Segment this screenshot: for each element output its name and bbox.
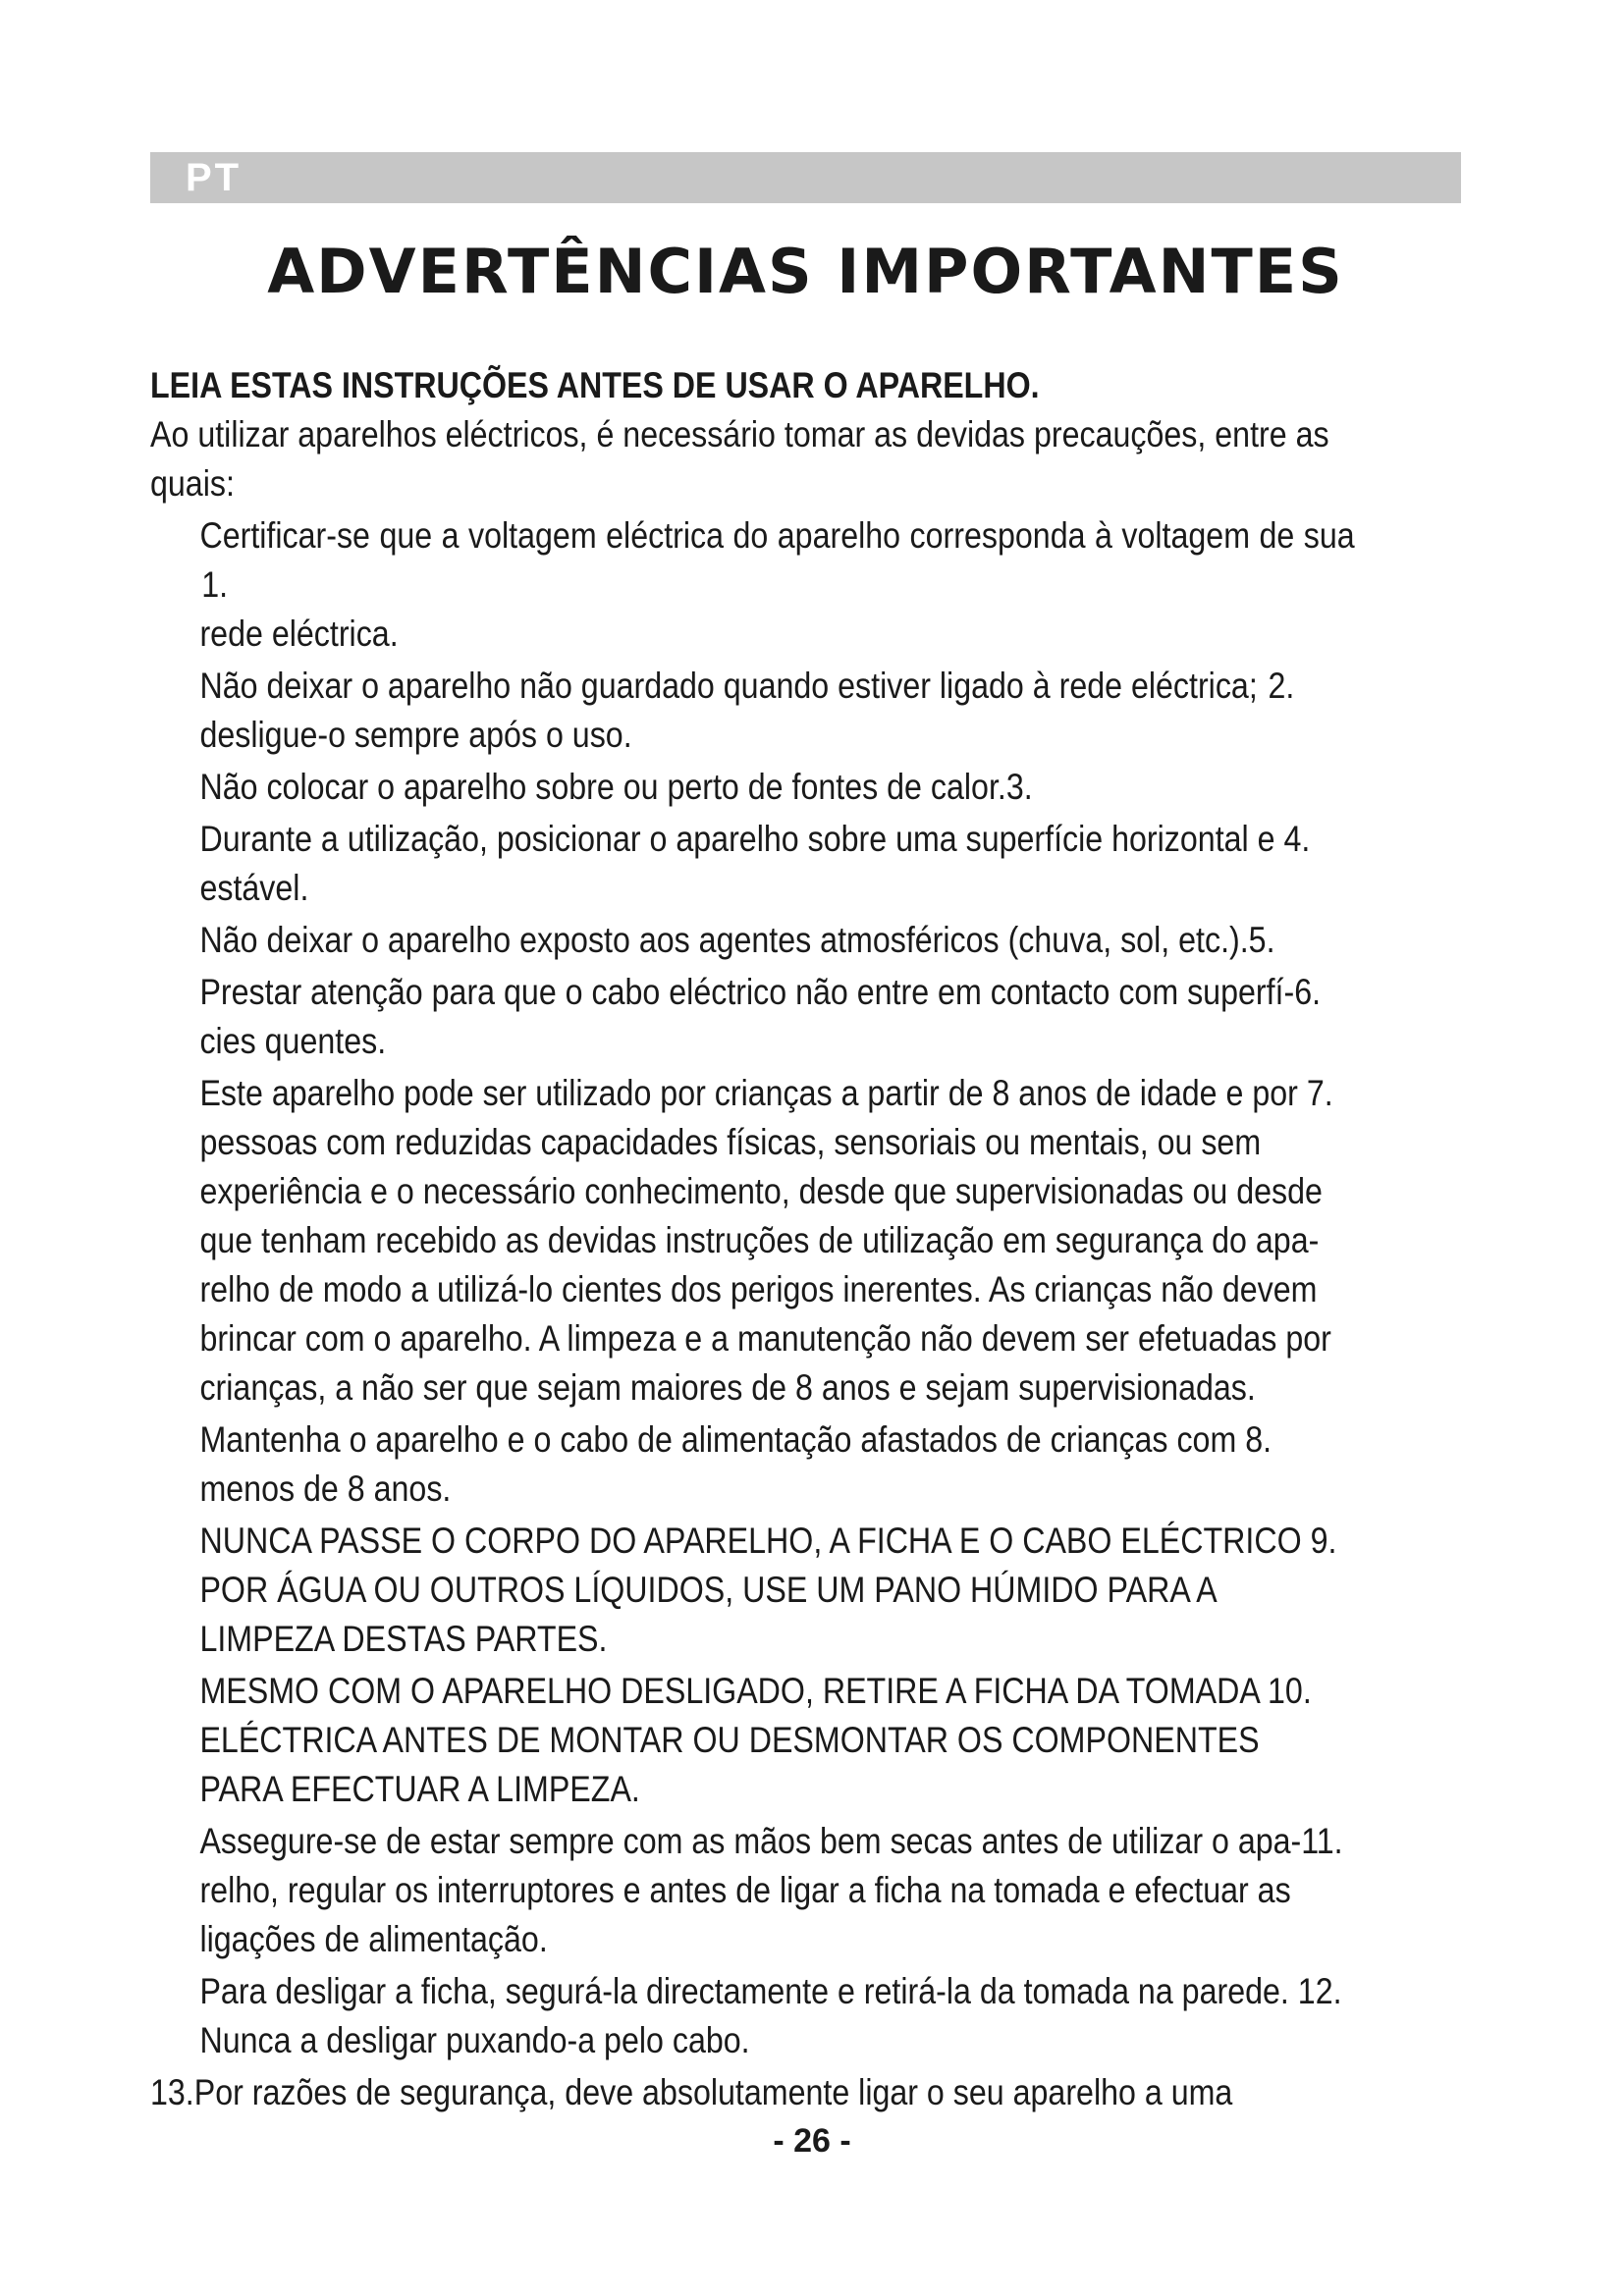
language-code: PT xyxy=(186,156,243,199)
warning-list xyxy=(150,511,1355,2117)
warning-item-12: Para desligar a ficha, segurá-la directamente e retirá-la da tomada na parede. 12. Nunca a desligar puxando-a pelo cabo. xyxy=(199,1971,1342,2060)
warning-item-2: Não deixar o aparelho não guardado quando estiver ligado à rede eléctrica; 2. desligue-o sempre após o uso. xyxy=(199,666,1295,755)
warning-item-3: Não colocar o aparelho sobre ou perto de fontes de calor.3. xyxy=(199,767,1033,807)
warning-item-11: Assegure-se de estar sempre com as mãos bem secas antes de utilizar o apa-11. relho, regular os interruptores e antes de ligar a ficha na tomada e efectuar as ligações de alimentação. xyxy=(199,1821,1343,1959)
warning-item-4: Durante a utilização, posicionar o aparelho sobre uma superfície horizontal e 4. estável. xyxy=(199,819,1311,908)
document-body xyxy=(150,361,1355,2120)
page-title: ADVERTÊNCIAS IMPORTANTES xyxy=(267,236,1344,307)
language-bar xyxy=(150,152,1461,203)
warning-item-9: NUNCA PASSE O CORPO DO APARELHO, A FICHA E O CABO ELÉCTRICO 9. POR ÁGUA OU OUTROS LÍQUIDOS, USE UM PANO HÚMIDO PARA A LIMPEZA DESTAS PARTES. xyxy=(199,1521,1337,1659)
warning-item-8: Mantenha o aparelho e o cabo de alimentação afastados de crianças com 8. menos de 8 anos. xyxy=(199,1419,1272,1509)
warning-item-10: MESMO COM O APARELHO DESLIGADO, RETIRE A FICHA DA TOMADA 10. ELÉCTRICA ANTES DE MONTAR OU DESMONTAR OS COMPONENTES PARA EFECTUAR A LIMPEZA. xyxy=(199,1671,1312,1809)
warning-item-5: Não deixar o aparelho exposto aos agentes atmosféricos (chuva, sol, etc.).5. xyxy=(199,920,1275,960)
warning-item-6: Prestar atenção para que o cabo eléctrico não entre em contacto com superfí-6. cies quentes. xyxy=(199,972,1322,1061)
warning-item-7: Este aparelho pode ser utilizado por crianças a partir de 8 anos de idade e por 7. pessoas com reduzidas capacidades físicas, sensoriais ou mentais, ou sem experiência e o necessário conhecimento, desde que supervisionadas ou desde que tenham recebido as devidas instruções de utilização em segurança do apa- relho de modo a utilizá-lo cientes dos perigos inerentes. As crianças não devem brincar com o aparelho. A limpeza e a manutenção não devem ser efetuadas por crianças, a não ser que sejam maiores de 8 anos e sejam supervisionadas. xyxy=(199,1073,1333,1408)
intro-paragraph: Ao utilizar aparelhos eléctricos, é necessário tomar as devidas precauções, entre as quais: xyxy=(150,414,1329,504)
warning-item-1: Certificar-se que a voltagem eléctrica do aparelho corresponda à voltagem de sua 1. rede eléctrica. xyxy=(199,515,1355,654)
warning-item-13: 13.Por razões de segurança, deve absolutamente ligar o seu aparelho a uma xyxy=(150,2072,1233,2112)
lead-heading: LEIA ESTAS INSTRUÇÕES ANTES DE USAR O APARELHO. xyxy=(150,365,1040,405)
page-number: - 26 - xyxy=(773,2122,851,2160)
